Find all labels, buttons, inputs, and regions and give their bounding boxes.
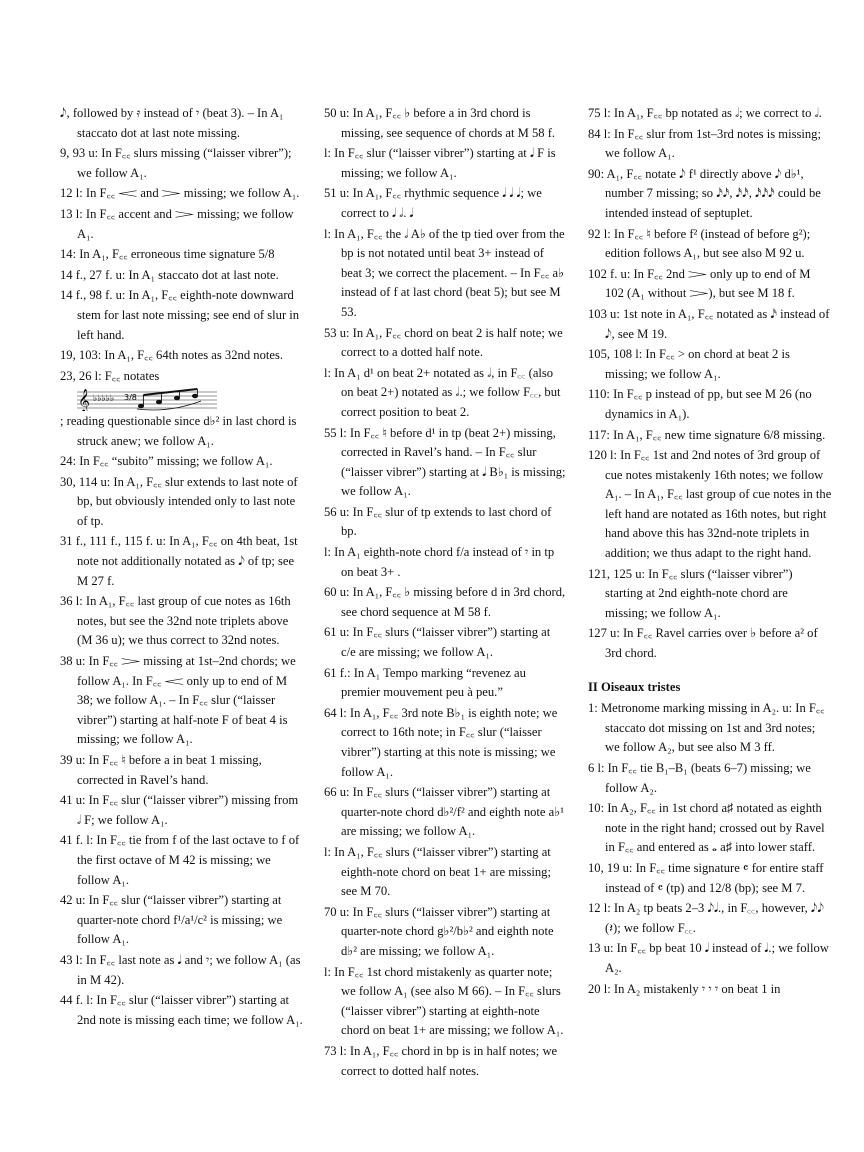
commentary-entry: 9, 93 u: In F꜀꜀ slurs missing (“laisser vibrer”); we follow A₁. (60, 146, 292, 180)
commentary-entry: 70 u: In F꜀꜀ slurs (“laisser vibrer”) starting at quarter-note chord g♭²/b♭² and eighth note d♭² are missing; we follow A₁. (324, 904, 554, 958)
commentary-entry: 12 l: In A₂ tp beats 2–3 𝅘𝅥𝅮𝅘𝅥., in F꜀꜀, however, 𝅘𝅥𝅮𝅘𝅥𝅮 (𝄽); we follow F꜀꜀. (588, 901, 824, 935)
commentary-entry: 42 u: In F꜀꜀ slur (“laisser vibrer”) starting at quarter-note chord f¹/a¹/c² is missing; we follow A₁. (60, 893, 283, 947)
commentary-entry: l: In A₁ eighth-note chord f/a instead of 𝄾 in tp on beat 3+ . (324, 545, 555, 579)
commentary-entry: 61 f.: In A₁ Tempo marking “revenez au premier mouvement peu à peu.” (324, 665, 526, 700)
commentary-entry: 14 f., 27 f. u: In A₁ staccato dot at last note. (60, 267, 279, 282)
commentary-entry: 12 l: In F꜀꜀ 𝆒 and 𝆓 missing; we follow A₁. (60, 186, 300, 201)
commentary-entry: 53 u: In A₁, F꜀꜀ chord on beat 2 is half note; we correct to a dotted half note. (324, 325, 563, 360)
commentary-entry: l: In A₁, F꜀꜀ the 𝅗𝅥 A♭ of the tp tied over from the bp is not notated until beat 3+ instead of beat 3; we correct the placement. – In F꜀꜀ a♭ instead of f at last chord (beat 5); but see M 53. (324, 226, 565, 319)
commentary-entry: 92 l: In F꜀꜀ ♮ before f² (instead of before g²); edition follows A₁, but see also M 92 u. (588, 226, 811, 261)
commentary-entry: 43 l: In F꜀꜀ last note as 𝅘𝅥 and 𝄾; we follow A₁ (as in M 42). (60, 952, 301, 987)
commentary-entry: 31 f., 111 f., 115 f. u: In A₁, F꜀꜀ on 4th beat, 1st note not additionally notated as 𝅘𝅥𝅮 of tp; see M 27 f. (60, 534, 298, 588)
commentary-entry: 41 f. l: In F꜀꜀ tie from f of the last octave to f of the first octave of M 42 is missing; we follow A₁. (60, 833, 300, 887)
commentary-entry: 41 u: In F꜀꜀ slur (“laisser vibrer”) missing from 𝅗𝅥 F; we follow A₁. (60, 793, 299, 827)
commentary-entry: 1: Metronome marking missing in A₂. u: In F꜀꜀ staccato dot missing on 1st and 3rd notes; we follow A₂, but see also M 3 ff. (588, 701, 825, 755)
commentary-entry: ; reading questionable since d♭² in last chord is struck anew; we follow A₁. (60, 413, 297, 448)
column-left (60, 104, 304, 1084)
music-example (60, 387, 304, 412)
commentary-entry: 44 f. l: In F꜀꜀ slur (“laisser vibrer”) starting at 2nd note is missing each time; we follow A₁. (60, 993, 303, 1027)
section-heading: II Oiseaux tristes (588, 679, 681, 694)
commentary-entry: 𝅘𝅥𝅮, followed by 𝄿 instead of 𝄾 (beat 3). – In A₁ staccato dot at last note missing. (60, 106, 284, 140)
commentary-entry: l: In F꜀꜀ 1st chord mistakenly as quarter note; we follow A₁ (see also M 66). – In F꜀꜀ slurs (“laisser vibrer”) starting at eighth-note chord on beat 1+ are missing; we follow A₁. (324, 964, 564, 1038)
commentary-entry: 23, 26 l: F꜀꜀ notates (60, 368, 160, 383)
commentary-entry: 36 l: In A₁, F꜀꜀ last group of cue notes as 16th notes, but see the 32nd note triplets above (M 36 u); we thus correct to 32nd notes. (60, 594, 291, 648)
commentary-entry: 110: In F꜀꜀ p instead of pp, but see M 26 (no dynamics in A₁). (588, 387, 812, 421)
commentary-entry: 50 u: In A₁, F꜀꜀ ♭ before a in 3rd chord is missing, see sequence of chords at M 58 f. (324, 106, 556, 140)
time-signature: 3/8 (124, 393, 137, 403)
commentary-entry: 103 u: 1st note in A₁, F꜀꜀ notated as 𝅘𝅥𝅯 instead of 𝅘𝅥𝅮, see M 19. (588, 306, 830, 341)
commentary-entry: 105, 108 l: In F꜀꜀ > on chord at beat 2 is missing; we follow A₁. (588, 347, 790, 381)
commentary-entry: 10: In A₂, F꜀꜀ in 1st chord a♯ notated as eighth note in the right hand; crossed out by Ravel in F꜀꜀ and entered as 𝅝 a♯ into lower staff. (588, 801, 825, 855)
commentary-entry: 127 u: In F꜀꜀ Ravel carries over ♭ before a² of 3rd chord. (588, 626, 818, 661)
commentary-entry: 20 l: In A₂ mistakenly 𝄾 𝄾 𝄾 on beat 1 in (588, 981, 781, 996)
clef-icon: 𝄞 (78, 388, 90, 412)
commentary-entry: 56 u: In F꜀꜀ slur of tp extends to last chord of bp. (324, 504, 552, 539)
commentary-entry: 120 l: In F꜀꜀ 1st and 2nd notes of 3rd group of cue notes mistakenly 16th notes; we follow A₁. – In A₁, F꜀꜀ last group of cue notes in the left hand are notated as 16th notes, but right hand above this has 32nd-note triplets in addition; we thus adapt to the right hand. (588, 448, 832, 561)
commentary-entry: 14 f., 98 f. u: In A₁, F꜀꜀ eighth-note downward stem for last note missing; see end of slur in left hand. (60, 288, 300, 342)
commentary-entry: 38 u: In F꜀꜀ 𝆓 missing at 1st–2nd chords; we follow A₁. In F꜀꜀ 𝆒 only up to end of M 38; we follow A₁. – In F꜀꜀ slur (“laisser vibrer”) starting at half-note F of beat 4 is missing; we follow A₁. (60, 654, 296, 747)
commentary-entry: 14: In A₁, F꜀꜀ erroneous time signature 5/8 (60, 247, 275, 262)
commentary-entry: l: In A₁ d¹ on beat 2+ notated as 𝅗𝅥, in F꜀꜀ (also on beat 2+) notated as 𝅗𝅥.; we follow F꜀꜀, but correct position to beat 2. (324, 365, 561, 419)
commentary-entry: 13 u: In F꜀꜀ bp beat 10 𝅘𝅥 instead of 𝅘𝅥.; we follow A₂. (588, 941, 829, 975)
commentary-entry: 90: A₁, F꜀꜀ notate 𝅘𝅥𝅮 f¹ directly above 𝅘𝅥𝅮 d♭¹, number 7 missing; so 𝅘𝅥𝅯𝅘𝅥𝅯, 𝅘𝅥𝅯𝅘𝅥𝅯, 𝅘𝅥𝅯𝅘𝅥𝅯𝅘𝅥𝅯 could be intended instead of septuplet. (588, 166, 821, 220)
commentary-entry: 73 l: In A₁, F꜀꜀ chord in bp is in half notes; we correct to dotted half notes. (324, 1043, 558, 1078)
commentary-entry: 60 u: In A₁, F꜀꜀ ♭ missing before d in 3rd chord, see chord sequence at M 58 f. (324, 585, 566, 619)
key-signature: ♭♭♭♭♭ (93, 394, 115, 405)
commentary-entry: 51 u: In A₁, F꜀꜀ rhythmic sequence 𝅘𝅥 𝅘𝅥 𝅘𝅥; we correct to 𝅘𝅥 𝅗𝅥. 𝅘𝅥 (324, 186, 542, 220)
commentary-entry: 19, 103: In A₁, F꜀꜀ 64th notes as 32nd notes. (60, 348, 283, 363)
commentary-entry: l: In F꜀꜀ slur (“laisser vibrer”) starting at 𝅘𝅥 F is missing; we follow A₁. (324, 146, 556, 180)
music-example-staff (77, 387, 217, 411)
commentary-entry: 13 l: In F꜀꜀ accent and 𝆓 missing; we follow A₁. (60, 206, 294, 241)
commentary-entry: 117: In A₁, F꜀꜀ new time signature 6/8 missing. (588, 427, 826, 442)
commentary-entry: 61 u: In F꜀꜀ slurs (“laisser vibrer”) starting at c/e are missing; we follow A₁. (324, 625, 551, 660)
commentary-entry: 24: In F꜀꜀ “subito” missing; we follow A₁. (60, 454, 273, 469)
column-right (588, 104, 832, 1084)
commentary-entry: 84 l: In F꜀꜀ slur from 1st–3rd notes is missing; we follow A₁. (588, 126, 821, 161)
commentary-entry: 102 f. u: In F꜀꜀ 2nd 𝆓 only up to end of M 102 (A₁ without 𝆓), but see M 18 f. (588, 266, 811, 301)
commentary-entry: 6 l: In F꜀꜀ tie B₁–B₁ (beats 6–7) missing; we follow A₂. (588, 761, 811, 795)
commentary-entry: l: In A₁, F꜀꜀ slurs (“laisser vibrer”) starting at eighth-note chord on beat 1+ are missing; see M 70. (324, 844, 551, 899)
commentary-entry: 64 l: In A₁, F꜀꜀ 3rd note B♭₁ is eighth note; we correct to 16th note; in F꜀꜀ slur (“laisser vibrer”) starting at this note is missing; we follow A₁. (324, 705, 558, 779)
commentary-entry: 39 u: In F꜀꜀ ♮ before a in beat 1 missing, corrected in Ravel’s hand. (60, 753, 262, 787)
commentary-entry: 121, 125 u: In F꜀꜀ slurs (“laisser vibrer”) starting at 2nd eighth-note chord are missing; we follow A₁. (588, 566, 793, 620)
commentary-entry: 66 u: In F꜀꜀ slurs (“laisser vibrer”) starting at quarter-note chord d♭²/f² and eighth note a♭¹ are missing; we follow A₁. (324, 785, 564, 839)
commentary-entry: 55 l: In F꜀꜀ ♮ before d¹ in tp (beat 2+) missing, corrected in Ravel’s hand. – In F꜀꜀ slur (“laisser vibrer”) starting at 𝅘𝅥 B♭₁ is missing; we follow A₁. (324, 425, 566, 499)
commentary-entry: 75 l: In A₁, F꜀꜀ bp notated as 𝅗𝅥; we correct to 𝅗𝅥. (588, 106, 822, 120)
commentary-entry: 30, 114 u: In A₁, F꜀꜀ slur extends to last note of bp, but obviously intended only to last note of tp. (60, 474, 298, 528)
column-middle (324, 104, 568, 1084)
commentary-entry: 10, 19 u: In F꜀꜀ time signature 𝄴 for entire staff instead of 𝄴 (tp) and 12/8 (bp); see M 7. (588, 860, 824, 895)
document-page (60, 104, 832, 1084)
